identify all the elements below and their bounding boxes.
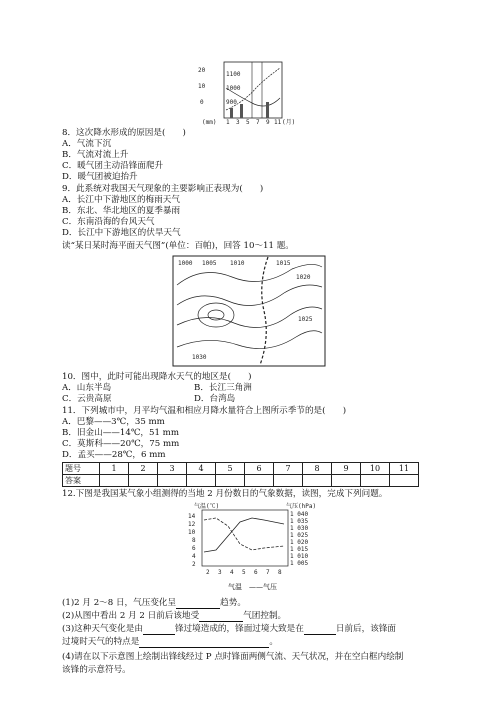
fig1-left-label-1: 10 (198, 83, 206, 90)
q12-sub3-cont (62, 637, 278, 648)
q12-sub3-text-e: 。 (269, 637, 278, 647)
q12-sub2-text-b: 气团控制。 (243, 611, 287, 621)
q12-sub2 (62, 611, 286, 622)
map-label-3: 1015 (276, 260, 291, 267)
q10-option-a: A．山东半岛 (62, 383, 112, 393)
q9-option-d: D．长江中下游地区的伏旱天气 (62, 228, 181, 238)
q12-sub1 (62, 598, 246, 609)
question-number-cell: 8 (303, 463, 332, 475)
q12-sub3-text-c: 日前后，该锋面 (335, 624, 397, 634)
question-number-cell: 10 (361, 463, 390, 475)
chart-left-tick: 12 (188, 521, 196, 528)
chart-left-tick: 8 (192, 537, 196, 544)
table-row (63, 463, 419, 475)
fig1-left-label-2: 0 (200, 99, 204, 106)
q10-option-b: B．长江三角洲 (194, 383, 252, 393)
q8-option-c: C．暖气团主动沿锋面爬升 (62, 161, 164, 171)
q12-sub1-text-a: (1)2 月 2～8 日，气压变化呈 (62, 598, 177, 608)
q12-sub4-line1: (4)请在以下示意图上绘制出锋线经过 P 点时锋面两侧气流、天气状况，并在空白框内绘制 (62, 652, 404, 662)
climate-chart-figure (196, 58, 296, 126)
answer-cell[interactable] (100, 475, 129, 487)
q11-option-a: A．巴黎——3℃，35 mm (62, 417, 165, 427)
q8-option-b: B．气流对流上升 (62, 150, 129, 160)
chart-right-tick: 1 005 (290, 560, 309, 567)
chart-x-tick: 8 (278, 569, 282, 576)
chart-right-tick: 1 035 (290, 518, 309, 525)
answer-cell[interactable] (274, 475, 303, 487)
row-label-number: 题号 (63, 463, 100, 475)
q12-sub2-text-a: (2)从图中看出 2 月 2 日前后该地受 (62, 611, 200, 621)
temperature-pressure-chart (180, 500, 330, 580)
chart-x-tick: 3 (218, 569, 222, 576)
map-label-4: 1020 (296, 274, 311, 281)
fig1-x-tick-4: 9 (266, 119, 270, 126)
q11-option-d: D．孟买——28℃，6 mm (62, 450, 166, 460)
fig1-right-label-0: 1100 (226, 71, 241, 78)
q10-option-d: D．台湾岛 (194, 394, 236, 404)
q9-stem: 9．此系统对我国天气现象的主要影响正表现为( ) (62, 184, 264, 194)
chart-right-tick: 1 020 (290, 539, 309, 546)
question-number-cell: 9 (332, 463, 361, 475)
chart-right-tick: 1 015 (290, 546, 309, 553)
fig1-x-unit: (月) (282, 119, 296, 126)
q12-sub3 (62, 624, 396, 635)
chart-x-tick: 2 (206, 569, 210, 576)
q9-option-a: A．长江中下游地区的梅雨天气 (62, 195, 180, 205)
map-label-0: 1000 (178, 260, 193, 267)
row-label-answer: 答案 (63, 475, 100, 487)
table-row (63, 475, 419, 487)
q11-option-b: B．旧金山——14℃，51 mm (62, 428, 179, 438)
answer-cell[interactable] (158, 475, 187, 487)
chart-x-tick: 5 (242, 569, 246, 576)
chart-x-tick: 4 (230, 569, 234, 576)
question-number-cell: 2 (129, 463, 158, 475)
chart-left-unit: 气温(℃) (194, 503, 220, 510)
fig1-x-tick-5: 11 (274, 119, 282, 126)
fig1-x-tick-2: 5 (246, 119, 250, 126)
question-number-cell: 11 (390, 463, 419, 475)
intro-10-11: 读“某日某时海平面天气图”(单位：百帕)，回答 10～11 题。 (62, 241, 294, 251)
chart-right-tick: 1 010 (290, 553, 309, 560)
q8-stem: 8．这次降水形成的原因是( ) (62, 128, 186, 138)
fig1-x-tick-3: 7 (256, 119, 260, 126)
answer-cell[interactable] (303, 475, 332, 487)
answer-cell[interactable] (390, 475, 419, 487)
chart-left-tick: 10 (188, 529, 196, 536)
answer-cell[interactable] (245, 475, 274, 487)
q12-sub3-text-b: 锋过境造成的，锋面过境大致是在 (174, 624, 304, 634)
q12-sub3-text-a: (3)这种天气变化是由 (62, 624, 143, 634)
question-number-cell: 6 (245, 463, 274, 475)
map-label-6: 1030 (192, 354, 207, 361)
fig1-x-tick-1: 3 (236, 119, 240, 126)
question-number-cell: 4 (187, 463, 216, 475)
answer-cell[interactable] (187, 475, 216, 487)
answer-cell[interactable] (332, 475, 361, 487)
fig1-left-label-0: 20 (198, 67, 206, 74)
q12-sub3-text-d: 过境时天气的特点是 (62, 637, 140, 647)
answer-blank[interactable] (199, 612, 243, 622)
chart-left-tick: 4 (192, 553, 196, 560)
fig1-x-tick-0: 1 (226, 119, 230, 126)
chart-left-tick: 2 (192, 561, 196, 568)
map-label-5: 1025 (298, 316, 313, 323)
answer-cell[interactable] (216, 475, 245, 487)
q8-option-a: A．气流下沉 (62, 139, 112, 149)
answer-cell[interactable] (129, 475, 158, 487)
q12-sub1-text-b: 趋势。 (220, 598, 246, 608)
q12-sub4-line2: 该锋的示意符号。 (62, 665, 131, 675)
map-label-2: 1010 (230, 260, 245, 267)
answer-blank[interactable] (139, 638, 269, 648)
weather-map-figure (172, 255, 326, 367)
q10-option-c: C．云贵高原 (62, 394, 112, 404)
map-label-1: 1005 (202, 260, 217, 267)
q11-stem: 11．下列城市中，月平均气温和相应月降水量符合上图所示季节的是( ) (62, 406, 347, 416)
chart-right-tick: 1 040 (290, 511, 309, 518)
chart-x-tick: 6 (254, 569, 258, 576)
q9-option-b: B．东北、华北地区的夏季暴雨 (62, 206, 181, 216)
q8-option-d: D．暖气团被迫抬升 (62, 172, 138, 182)
q9-option-c: C．东南沿海的台风天气 (62, 217, 155, 227)
question-number-cell: 1 (100, 463, 129, 475)
chart-right-tick: 1 030 (290, 525, 309, 532)
q12-stem: 12.下图是我国某气象小组测得的当地 2 月份数日的气象数据，读图，完成下列问题。 (62, 489, 388, 499)
chart-left-tick: 6 (192, 545, 196, 552)
q11-option-c: C．莫斯科——20℃，75 mm (62, 439, 180, 449)
answer-cell[interactable] (361, 475, 390, 487)
q10-stem: 10．图中，此时可能出现降水天气的地区是( ) (62, 372, 252, 382)
question-number-cell: 5 (216, 463, 245, 475)
question-number-cell: 3 (158, 463, 187, 475)
chart-right-tick: 1 025 (290, 532, 309, 539)
question-number-cell: 7 (274, 463, 303, 475)
answer-blank[interactable] (304, 625, 336, 635)
chart-x-tick: 7 (266, 569, 270, 576)
fig1-axis-unit: (mm) (202, 119, 217, 126)
answer-table (62, 462, 419, 487)
chart-right-unit: 气压(hPa) (286, 503, 317, 510)
chart-left-tick: 14 (188, 513, 196, 520)
answer-blank[interactable] (143, 625, 175, 635)
chart-legend: 气温 ——气压 (228, 583, 277, 591)
fig1-right-label-1: 1000 (226, 85, 241, 92)
answer-blank[interactable] (176, 599, 220, 609)
fig1-right-label-2: 900 (226, 99, 237, 106)
